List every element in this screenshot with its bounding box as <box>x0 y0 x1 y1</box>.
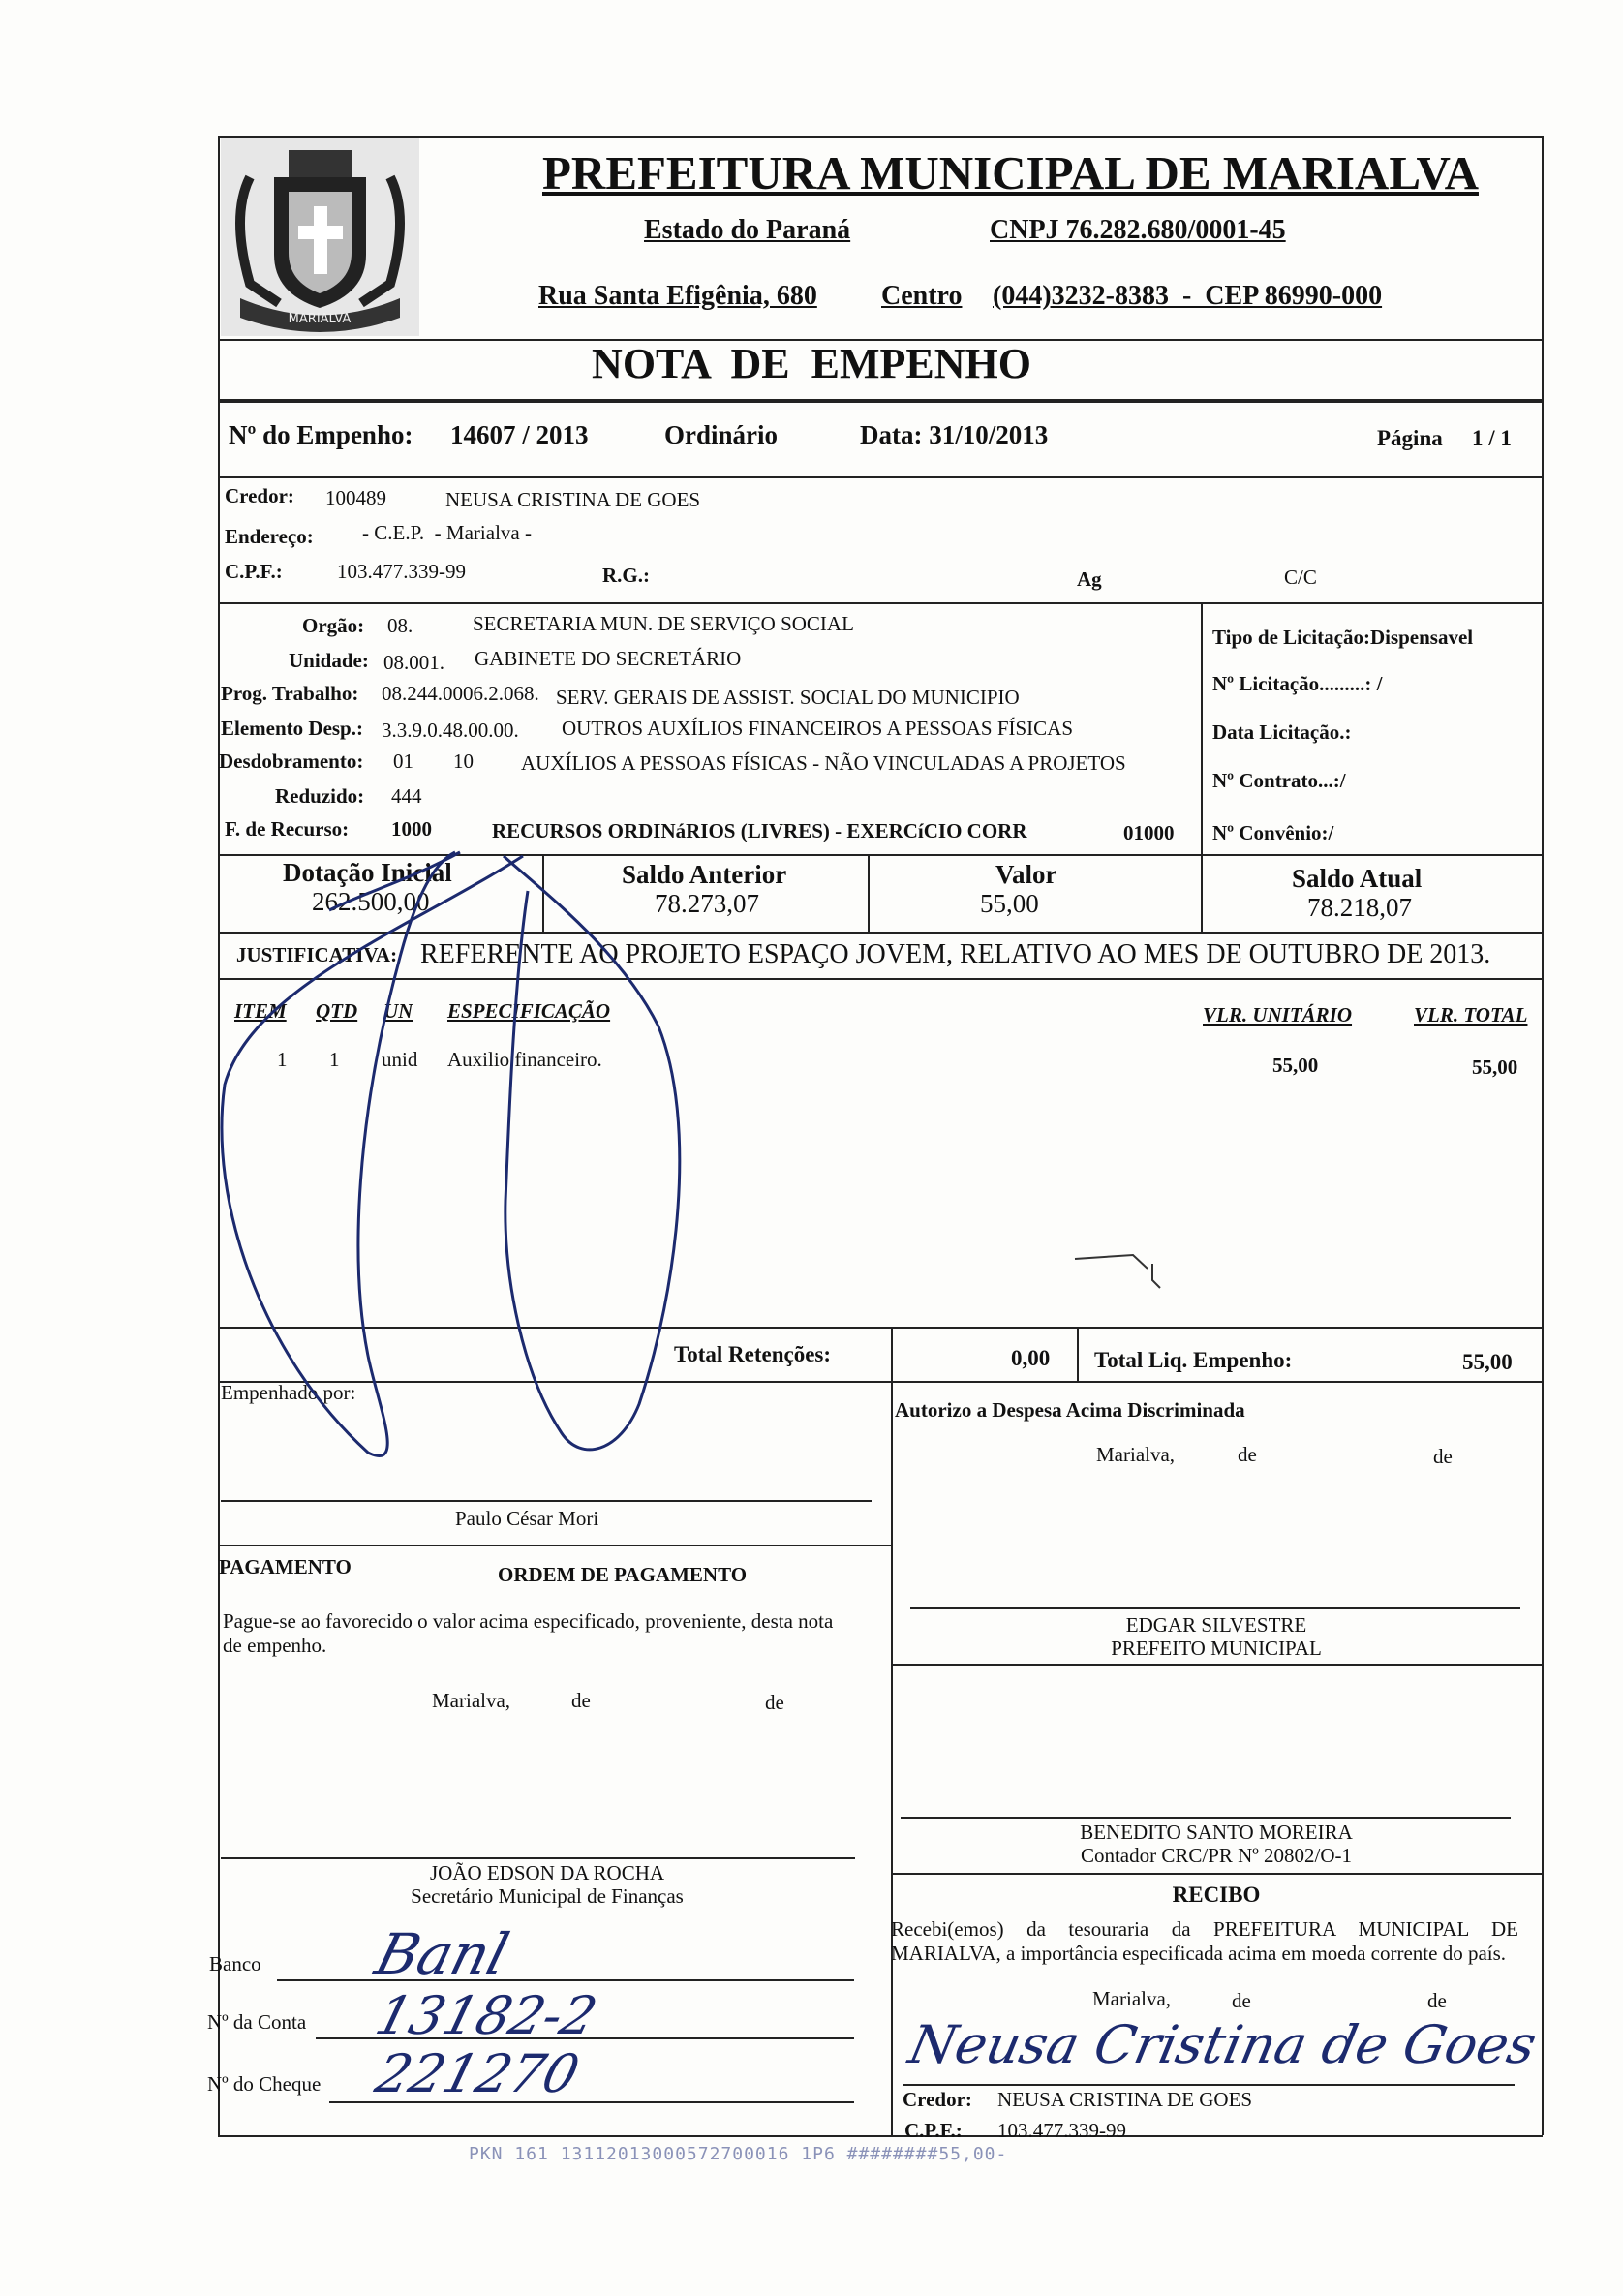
convenio-number: Nº Convênio:/ <box>1212 821 1334 844</box>
col-header-un: UN <box>383 999 413 1023</box>
pagamento-city: Marialva, <box>432 1689 511 1712</box>
municipal-coat-of-arms <box>221 138 419 336</box>
address-street: Rua Santa Efigênia, 680 <box>538 281 817 311</box>
credor-name: NEUSA CRISTINA DE GOES <box>445 488 701 511</box>
credor-cpf: 103.477.339-99 <box>337 560 466 583</box>
signature-line <box>910 1607 1520 1609</box>
financas-role: Secretário Municipal de Finanças <box>411 1884 684 1908</box>
prefeitura-title: PREFEITURA MUNICIPAL DE MARIALVA <box>542 146 1479 199</box>
recurso-code: 1000 <box>391 817 432 841</box>
prog-name: SERV. GERAIS DE ASSIST. SOCIAL DO MUNICIPIO <box>556 686 1020 709</box>
financas-name: JOÃO EDSON DA ROCHA <box>429 1861 665 1884</box>
autorizo-label: Autorizo a Despesa Acima Discriminada <box>895 1398 1245 1422</box>
credor-label: Credor: <box>225 484 294 507</box>
divider <box>542 854 544 932</box>
address-label: Endereço: <box>225 525 314 548</box>
page-label: Página <box>1377 426 1443 450</box>
conta-label: Nº da Conta <box>207 2010 307 2034</box>
desdobramento-name: AUXÍLIOS A PESSOAS FÍSICAS - NÃO VINCULADAS A PROJETOS <box>521 751 1126 775</box>
col-header-total-value: VLR. TOTAL <box>1414 1003 1528 1026</box>
recibo-de-1: de <box>1232 1989 1251 2012</box>
mark-stroke <box>1152 1264 1160 1288</box>
total-liquido-label: Total Liq. Empenho: <box>1094 1348 1293 1372</box>
svg-text:MARIALVA: MARIALVA <box>288 312 352 326</box>
retencoes-label: Total Retenções: <box>674 1342 832 1366</box>
banco-label: Banco <box>209 1952 261 1975</box>
credor-address: - C.E.P. - Marialva - <box>362 521 532 544</box>
recibo-text: Recebi(emos) da tesouraria da PREFEITURA MUNICIPAL DE MARIALVA, a importância especificada acima em moeda corrente do país. <box>891 1917 1518 1965</box>
col-header-item: ITEM <box>234 999 287 1023</box>
recibo-de-2: de <box>1427 1989 1447 2012</box>
divider <box>218 399 1543 403</box>
elemento-name: OUTROS AUXÍLIOS FINANCEIROS A PESSOAS FÍSICAS <box>562 717 1074 740</box>
empenho-number: 14607 / 2013 <box>450 420 589 449</box>
divider <box>218 854 1543 856</box>
cnpj: CNPJ 76.282.680/0001-45 <box>990 215 1286 245</box>
dotacao-label: Dotação Inicial <box>283 858 452 887</box>
prefeito-role: PREFEITO MUNICIPAL <box>1111 1637 1322 1660</box>
banco-line <box>277 1979 854 1981</box>
empenho-type: Ordinário <box>664 420 779 449</box>
pagamento-de-1: de <box>571 1689 591 1712</box>
page-number: 1 / 1 <box>1472 426 1512 450</box>
divider <box>218 476 1543 478</box>
orgao-label: Orgão: <box>302 614 365 637</box>
signature-line <box>903 2084 1515 2086</box>
item-number: 1 <box>277 1048 288 1071</box>
reduzido-label: Reduzido: <box>275 784 365 808</box>
elemento-code: 3.3.9.0.48.00.00. <box>382 719 519 742</box>
divider <box>218 1545 891 1546</box>
state-name: Estado do Paraná <box>644 215 851 245</box>
licitacao-date: Data Licitação.: <box>1212 720 1352 744</box>
contrato-number: Nº Contrato...:/ <box>1212 769 1346 792</box>
reduzido-value: 444 <box>391 784 422 808</box>
recibo-cpf-label: C.P.F.: <box>904 2119 963 2142</box>
recibo-cpf: 103.477.339-99 <box>997 2119 1126 2142</box>
orgao-name: SECRETARIA MUN. DE SERVIÇO SOCIAL <box>473 612 854 635</box>
empenhado-name: Paulo César Mori <box>455 1507 599 1530</box>
contador-role: Contador CRC/PR Nº 20802/O-1 <box>1080 1844 1353 1867</box>
justificativa-label: JUSTIFICATIVA: <box>236 943 398 966</box>
saldo-atual-value: 78.218,07 <box>1307 893 1412 922</box>
unidade-name: GABINETE DO SECRETÁRIO <box>475 647 742 670</box>
recibo-city: Marialva, <box>1092 1987 1172 2010</box>
frame-right <box>1542 136 1544 2135</box>
empenhado-label: Empenhado por: <box>221 1381 356 1404</box>
recibo-credor-label: Credor: <box>903 2088 972 2111</box>
elemento-label: Elemento Desp.: <box>221 717 363 740</box>
mark-stroke <box>1075 1255 1148 1269</box>
signature-line <box>221 1857 855 1859</box>
pagamento-label: PAGAMENTO <box>219 1555 352 1578</box>
saldo-atual-label: Saldo Atual <box>1292 864 1423 893</box>
divider <box>1077 1327 1079 1381</box>
prefeito-name: EDGAR SILVESTRE <box>1125 1613 1307 1637</box>
item-unit-value: 55,00 <box>1272 1054 1319 1077</box>
recibo-title: RECIBO <box>1172 1883 1261 1907</box>
ag-label: Ag <box>1077 567 1102 591</box>
frame-left <box>218 136 220 2135</box>
autorizo-de-2: de <box>1433 1445 1453 1468</box>
empenho-date: Data: 31/10/2013 <box>860 420 1049 449</box>
credor-code: 100489 <box>325 486 386 509</box>
divider <box>218 1381 1543 1383</box>
frame-top <box>218 136 1543 138</box>
divider <box>1201 602 1203 932</box>
desdobramento-label: Desdobramento: <box>219 750 364 773</box>
saldo-anterior-label: Saldo Anterior <box>622 860 787 889</box>
divider <box>891 1664 1542 1666</box>
divider <box>868 854 870 932</box>
unidade-code: 08.001. <box>383 651 444 674</box>
desdobramento-a: 01 <box>393 750 413 773</box>
rg-label: R.G.: <box>602 564 650 587</box>
document-title: NOTA DE EMPENHO <box>592 340 1031 387</box>
address-district: Centro <box>881 281 963 311</box>
licitacao-number: Nº Licitação.........: / <box>1212 672 1383 695</box>
valor-value: 55,00 <box>980 889 1039 918</box>
col-header-unit-value: VLR. UNITÁRIO <box>1203 1003 1353 1026</box>
item-unit: unid <box>382 1048 418 1071</box>
col-header-spec: ESPECIFICAÇÃO <box>447 999 611 1023</box>
item-total-value: 55,00 <box>1472 1056 1518 1079</box>
recibo-credor-name: NEUSA CRISTINA DE GOES <box>997 2088 1253 2111</box>
autorizo-city: Marialva, <box>1096 1443 1176 1466</box>
desdobramento-b: 10 <box>453 750 474 773</box>
item-qtd: 1 <box>329 1048 340 1071</box>
recurso-code-2: 01000 <box>1123 821 1175 844</box>
ordem-pagamento-label: ORDEM DE PAGAMENTO <box>498 1563 748 1586</box>
prog-label: Prog. Trabalho: <box>221 682 359 705</box>
item-spec: Auxilio financeiro. <box>447 1048 602 1071</box>
recurso-name: RECURSOS ORDINáRIOS (LIVRES) - EXERCíCIO CORR <box>492 819 1027 842</box>
divider <box>891 1327 893 2135</box>
pagamento-de-2: de <box>765 1691 784 1714</box>
signature-line <box>901 1817 1511 1819</box>
retencoes-value: 0,00 <box>1011 1346 1051 1370</box>
cpf-label: C.P.F.: <box>225 560 283 583</box>
banco-handwritten: Banl <box>368 1921 516 1987</box>
valor-label: Valor <box>995 860 1057 889</box>
justificativa-text: REFERENTE AO PROJETO ESPAÇO JOVEM, RELATIVO AO MES DE OUTUBRO DE 2013. <box>420 939 1491 969</box>
micr-line: PKN 161 13112013000572700016 1P6 ########55,00- <box>469 2144 1008 2164</box>
conta-handwritten: 13182-2 <box>369 1985 603 2046</box>
divider <box>218 602 1543 604</box>
prog-code: 08.244.0006.2.068. <box>382 682 539 705</box>
saldo-anterior-value: 78.273,07 <box>655 889 759 918</box>
divider <box>218 932 1543 934</box>
cheque-label: Nº do Cheque <box>207 2072 322 2096</box>
frame-bottom <box>218 2135 1543 2137</box>
empenho-number-label: Nº do Empenho: <box>229 420 413 449</box>
coat-of-arms-icon <box>221 138 419 336</box>
signature-line <box>221 1500 872 1502</box>
contador-name: BENEDITO SANTO MOREIRA <box>1080 1821 1353 1844</box>
licitacao-type: Tipo de Licitação:Dispensavel <box>1212 626 1474 649</box>
orgao-code: 08. <box>387 614 413 637</box>
address-phone-cep: (044)3232-8383 - CEP 86990-000 <box>993 281 1383 311</box>
divider <box>218 1327 1543 1329</box>
cc-label: C/C <box>1284 566 1317 589</box>
dotacao-value: 262.500,00 <box>312 887 430 916</box>
total-liquido-value: 55,00 <box>1462 1350 1513 1374</box>
autorizo-de-1: de <box>1238 1443 1257 1466</box>
col-header-qtd: QTD <box>316 999 358 1023</box>
divider <box>218 978 1543 980</box>
recurso-label: F. de Recurso: <box>225 817 350 841</box>
cheque-handwritten: 221270 <box>369 2043 586 2104</box>
unidade-label: Unidade: <box>289 649 369 672</box>
credor-signature: Neusa Cristina de Goes <box>903 2014 1542 2075</box>
pagamento-text: Pague-se ao favorecido o valor acima especificado, proveniente, desta nota de empenho. <box>223 1609 834 1657</box>
divider <box>891 1873 1542 1875</box>
